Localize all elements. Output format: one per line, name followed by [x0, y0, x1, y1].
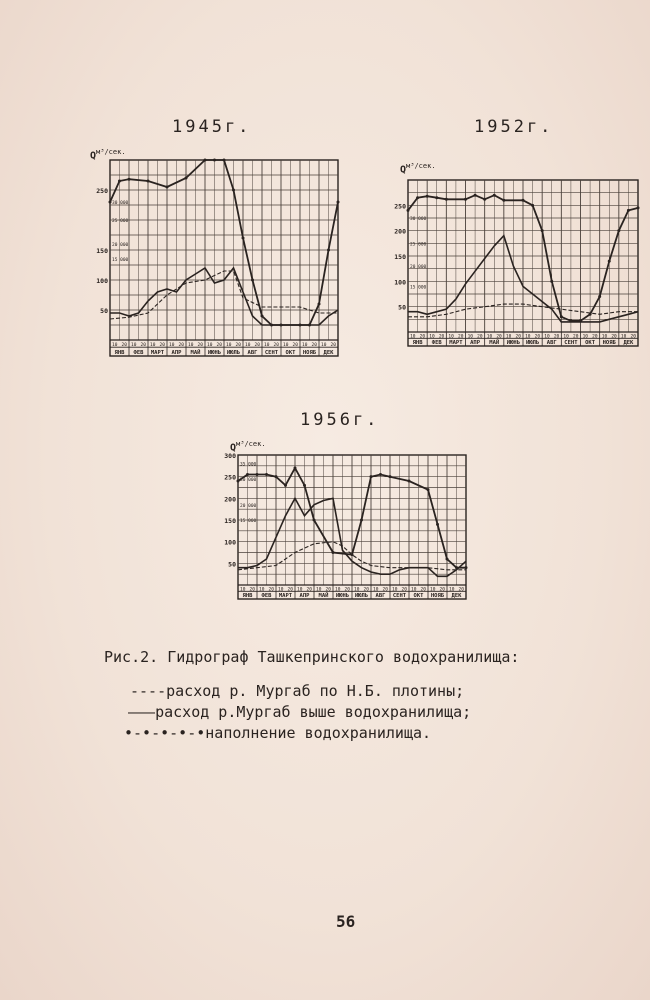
series-point-reservoir-filling — [294, 467, 297, 470]
series-point-reservoir-filling — [251, 279, 254, 282]
month-label: ДЕК — [623, 340, 634, 346]
series-point-reservoir-filling — [464, 198, 467, 201]
series-point-reservoir-filling — [332, 551, 335, 554]
day-tick-label: 10 — [486, 334, 493, 340]
month-label: ФЕВ — [431, 340, 442, 346]
series-point-reservoir-filling — [308, 324, 311, 327]
y-tick-label: 100 — [96, 277, 108, 285]
series-point-reservoir-filling — [426, 195, 429, 198]
month-label: ФЕВ — [133, 350, 144, 356]
day-tick-label: 10 — [335, 587, 341, 593]
series-point-reservoir-filling — [474, 194, 477, 197]
month-label: АВГ — [546, 340, 557, 346]
day-tick-label: 20 — [553, 334, 560, 340]
day-tick-label: 20 — [458, 587, 464, 593]
y-tick-label: 50 — [398, 303, 406, 312]
day-tick-label: 10 — [226, 343, 232, 349]
month-label: СЕНТ — [264, 350, 279, 356]
day-tick-label: 20 — [235, 343, 241, 349]
day-tick-label: 10 — [316, 587, 322, 593]
series-point-reservoir-filling — [435, 196, 438, 199]
volume-tick-label: 25 000 — [410, 242, 427, 248]
day-tick-label: 10 — [131, 343, 137, 349]
series-point-reservoir-filling — [246, 473, 249, 476]
series-point-reservoir-filling — [275, 475, 278, 478]
legend-item-solid — [128, 703, 471, 721]
volume-tick-label: 30 000 — [112, 201, 129, 206]
day-tick-label: 20 — [496, 334, 502, 340]
y-tick-label: 200 — [394, 227, 406, 236]
day-tick-label: 20 — [140, 343, 146, 349]
day-tick-label: 10 — [430, 587, 436, 593]
day-tick-label: 10 — [410, 334, 416, 340]
series-point-reservoir-filling — [232, 189, 235, 192]
chart-title-1945: 1945г. — [172, 117, 252, 137]
hydrograph-chart-1945 — [80, 160, 350, 360]
series-point-reservoir-filling — [445, 198, 448, 201]
series-point-reservoir-filling — [351, 553, 354, 556]
month-label: АВГ — [247, 350, 258, 356]
day-tick-label: 20 — [287, 587, 293, 593]
day-tick-label: 20 — [330, 343, 336, 349]
series-point-reservoir-filling — [608, 260, 611, 263]
month-label: СЕНТ — [392, 593, 407, 599]
day-tick-label: 10 — [544, 334, 550, 340]
day-tick-label: 10 — [392, 587, 398, 593]
month-label: МАЙ — [489, 340, 500, 346]
series-point-reservoir-filling — [223, 159, 226, 162]
page-number: 56 — [336, 912, 356, 931]
series-point-reservoir-filling — [242, 237, 245, 240]
series-point-reservoir-filling — [280, 324, 283, 327]
series-point-reservoir-filling — [408, 480, 411, 483]
series-point-reservoir-filling — [522, 199, 525, 202]
day-tick-label: 20 — [197, 343, 203, 349]
y-tick-label: 50 — [228, 560, 236, 569]
day-tick-label: 20 — [439, 587, 445, 593]
day-tick-label: 20 — [254, 343, 260, 349]
day-tick-label: 20 — [534, 334, 541, 340]
y-tick-label: 100 — [394, 278, 406, 287]
series-point-reservoir-filling — [416, 196, 419, 199]
day-tick-label: 20 — [382, 587, 388, 593]
month-label: МАРТ — [150, 350, 165, 356]
series-point-reservoir-filling — [427, 488, 430, 491]
series-point-reservoir-filling — [560, 315, 563, 318]
day-tick-label: 10 — [188, 343, 194, 349]
series-point-reservoir-filling — [360, 519, 363, 522]
day-tick-label: 10 — [582, 334, 589, 340]
day-tick-label: 20 — [273, 343, 279, 349]
series-point-reservoir-filling — [446, 558, 449, 561]
day-tick-label: 10 — [467, 334, 474, 340]
day-tick-label: 10 — [429, 334, 435, 340]
day-tick-label: 10 — [112, 343, 118, 349]
month-label: МАЙ — [190, 350, 201, 356]
day-tick-label: 10 — [448, 334, 454, 340]
day-tick-label: 20 — [630, 334, 636, 340]
volume-tick-label: 20 000 — [410, 265, 427, 271]
y-tick-label: 150 — [394, 253, 406, 261]
y-tick-label: 50 — [100, 307, 108, 315]
series-point-reservoir-filling — [379, 473, 382, 476]
y-tick-label: 250 — [394, 202, 406, 211]
day-tick-label: 10 — [321, 343, 327, 349]
legend-text-solid: расход р.Мургаб выше водохранилища; — [155, 703, 472, 721]
series-point-reservoir-filling — [109, 201, 112, 204]
legend-item-dotted — [124, 724, 431, 742]
day-tick-label: 20 — [420, 587, 426, 593]
day-tick-label: 20 — [438, 334, 445, 340]
day-tick-label: 10 — [525, 334, 531, 340]
series-point-reservoir-filling — [213, 159, 216, 162]
y-tick-label: 150 — [224, 517, 236, 525]
series-point-reservoir-filling — [550, 280, 553, 283]
day-tick-label: 20 — [306, 587, 312, 593]
y-axis-label-1952: $Q^{м^3/сек.}$ — [400, 162, 436, 176]
day-tick-label: 10 — [240, 587, 246, 593]
y-tick-label: 300 — [224, 452, 236, 460]
series-point-reservoir-filling — [303, 484, 306, 487]
month-label: МАЙ — [318, 593, 329, 599]
day-tick-label: 20 — [311, 343, 317, 349]
series-point-reservoir-filling — [237, 480, 240, 483]
day-tick-label: 20 — [515, 334, 521, 340]
day-tick-label: 10 — [620, 334, 627, 340]
y-tick-label: 150 — [96, 247, 108, 255]
month-label: ЯНВ — [242, 593, 253, 599]
month-label: ДЕК — [451, 593, 462, 599]
chart-title-1956: 1956г. — [300, 410, 380, 430]
day-tick-label: 20 — [457, 334, 464, 340]
day-tick-label: 10 — [449, 587, 455, 593]
month-label: МАРТ — [278, 593, 293, 599]
month-label: АПР — [470, 340, 481, 346]
y-tick-label: 100 — [224, 538, 236, 547]
month-label: НОЯБ — [302, 350, 317, 356]
legend-marker-dotted: •-•-•-•-• — [124, 724, 206, 742]
series-point-reservoir-filling — [256, 473, 259, 476]
month-label: ИЮНЬ — [207, 350, 222, 356]
month-label: ИЮЛЬ — [226, 350, 241, 356]
day-tick-label: 10 — [297, 587, 303, 593]
day-tick-label: 20 — [611, 334, 617, 340]
series-point-reservoir-filling — [261, 315, 264, 318]
day-tick-label: 10 — [283, 343, 289, 349]
series-point-reservoir-filling — [483, 198, 486, 201]
day-tick-label: 20 — [592, 334, 598, 340]
month-label: АПР — [171, 350, 182, 356]
day-tick-label: 20 — [178, 343, 184, 349]
day-tick-label: 10 — [169, 343, 175, 349]
series-point-reservoir-filling — [270, 324, 273, 327]
legend-marker-dashed: ---- — [130, 682, 167, 700]
series-point-reservoir-filling — [637, 206, 640, 209]
series-point-reservoir-filling — [541, 229, 544, 232]
month-label: НОЯБ — [602, 340, 616, 346]
volume-tick-label: 15 000 — [410, 285, 427, 291]
hydrograph-chart-1956 — [210, 452, 475, 610]
series-point-reservoir-filling — [579, 319, 582, 322]
y-tick-label: 200 — [224, 495, 236, 504]
series-point-reservoir-filling — [147, 180, 150, 183]
month-label: ДЕК — [323, 350, 334, 356]
month-label: МАРТ — [449, 340, 463, 346]
day-tick-label: 10 — [373, 587, 379, 593]
series-point-reservoir-filling — [617, 229, 620, 232]
series-point-reservoir-filling — [284, 484, 287, 487]
series-point-reservoir-filling — [407, 209, 410, 212]
series-point-reservoir-filling — [118, 180, 121, 183]
day-tick-label: 10 — [354, 587, 360, 593]
day-tick-label: 20 — [325, 587, 331, 593]
day-tick-label: 10 — [278, 587, 284, 593]
series-point-reservoir-filling — [389, 475, 392, 478]
volume-tick-label: 30 000 — [240, 477, 257, 483]
series-point-reservoir-filling — [327, 249, 330, 252]
series-point-reservoir-filling — [128, 178, 131, 181]
month-label: ОКТ — [413, 593, 424, 599]
day-tick-label: 10 — [150, 343, 156, 349]
month-label: ИЮЛЬ — [354, 593, 369, 599]
series-point-reservoir-filling — [502, 199, 505, 202]
volume-tick-label: 20 000 — [240, 503, 257, 509]
y-axis-label-1956: $Q^{м^3/сек.}$ — [230, 440, 266, 454]
series-point-reservoir-filling — [569, 319, 572, 322]
day-tick-label: 20 — [159, 343, 165, 349]
day-tick-label: 20 — [401, 587, 407, 593]
series-point-reservoir-filling — [455, 566, 458, 569]
y-tick-label: 250 — [224, 473, 236, 482]
month-label: АПР — [299, 593, 310, 599]
day-tick-label: 10 — [264, 343, 270, 349]
series-point-reservoir-filling — [337, 201, 340, 204]
month-label: ОКТ — [585, 340, 596, 346]
day-tick-label: 20 — [477, 334, 483, 340]
day-tick-label: 20 — [216, 343, 222, 349]
volume-tick-label: 15 000 — [240, 519, 257, 524]
month-label: ФЕВ — [261, 593, 272, 599]
series-point-reservoir-filling — [589, 313, 592, 316]
month-label: ИЮЛЬ — [525, 340, 540, 346]
month-label: СЕНТ — [564, 340, 578, 346]
series-point-reservoir-filling — [265, 473, 268, 476]
y-tick-label: 250 — [96, 187, 108, 195]
series-point-reservoir-filling — [627, 209, 630, 212]
legend-marker-solid: ——— — [128, 703, 156, 721]
series-point-reservoir-filling — [493, 194, 496, 197]
day-tick-label: 10 — [411, 587, 417, 593]
legend-text-dashed: расход р. Мургаб по Н.Б. плотины; — [166, 682, 465, 700]
month-label: ОКТ — [285, 350, 296, 356]
series-point-reservoir-filling — [465, 566, 468, 569]
chart-title-1952: 1952г. — [474, 117, 554, 137]
volume-tick-label: 15 000 — [112, 258, 129, 263]
figure-caption: Рис.2. Гидрограф Ташкепринского водохранилища: — [104, 648, 520, 666]
day-tick-label: 20 — [363, 587, 369, 593]
month-label: ИЮНЬ — [335, 593, 350, 599]
day-tick-label: 20 — [572, 334, 579, 340]
legend-item-dashed — [130, 682, 464, 700]
series-point-reservoir-filling — [313, 519, 316, 522]
series-point-reservoir-filling — [531, 204, 534, 207]
month-label: АВГ — [375, 593, 386, 599]
day-tick-label: 20 — [268, 587, 274, 593]
day-tick-label: 20 — [419, 334, 426, 340]
day-tick-label: 10 — [245, 343, 251, 349]
series-point-reservoir-filling — [436, 523, 439, 526]
series-point-reservoir-filling — [370, 475, 373, 478]
month-label: НОЯБ — [430, 593, 445, 599]
month-label: ЯНВ — [114, 350, 125, 356]
day-tick-label: 10 — [505, 334, 512, 340]
series-point-reservoir-filling — [598, 295, 601, 298]
volume-tick-label: 25 000 — [112, 219, 129, 224]
day-tick-label: 10 — [259, 587, 265, 593]
day-tick-label: 20 — [121, 343, 127, 349]
volume-tick-label: 30 000 — [410, 217, 427, 222]
day-tick-label: 10 — [563, 334, 569, 340]
volume-tick-label: 35 000 — [240, 462, 257, 468]
series-point-reservoir-filling — [299, 324, 302, 327]
day-tick-label: 20 — [344, 587, 350, 593]
month-label: ЯНВ — [412, 340, 423, 346]
day-tick-label: 10 — [601, 334, 608, 340]
legend-text-dotted: наполнение водохранилища. — [205, 724, 432, 742]
month-label: ИЮНЬ — [506, 340, 521, 346]
day-tick-label: 10 — [302, 343, 308, 349]
series-point-reservoir-filling — [166, 186, 169, 189]
y-axis-label-1945: $Q^{м^3/сек.}$ — [90, 148, 126, 162]
day-tick-label: 10 — [207, 343, 213, 349]
series-point-reservoir-filling — [185, 177, 188, 180]
series-point-reservoir-filling — [318, 303, 321, 306]
day-tick-label: 20 — [249, 587, 255, 593]
volume-tick-label: 20 000 — [112, 243, 129, 248]
day-tick-label: 20 — [292, 343, 298, 349]
hydrograph-chart-1952 — [380, 180, 645, 352]
series-point-reservoir-filling — [204, 159, 207, 162]
